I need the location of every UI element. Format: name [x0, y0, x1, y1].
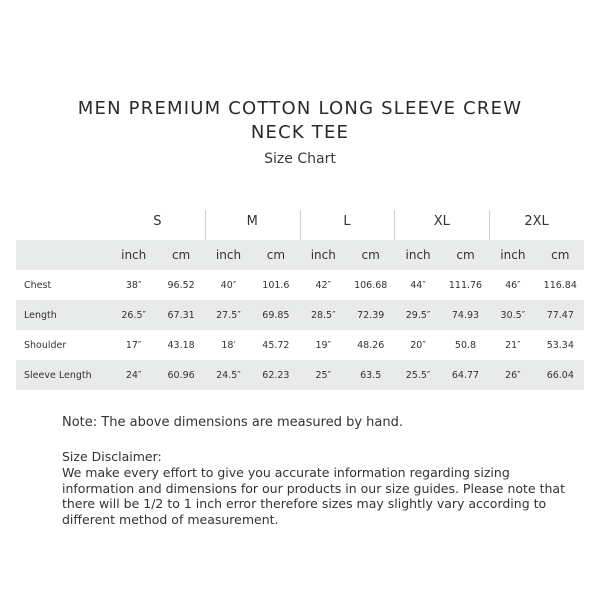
size-disclaimer [62, 449, 565, 528]
table-cell: 53.34 [546, 339, 574, 351]
table-cell: 72.39 [357, 309, 385, 321]
table-cell: 63.5 [360, 369, 382, 381]
unit-label: cm [456, 248, 475, 262]
table-cell: 38″ [125, 279, 142, 291]
size-label: M [246, 213, 258, 229]
table-cell: 25″ [315, 369, 332, 381]
table-cell: 74.93 [451, 309, 480, 321]
table-cell: 30.5″ [500, 309, 526, 321]
size-chart-table [16, 240, 584, 390]
title-line-2: NECK TEE [250, 122, 350, 143]
table-cell: 77.47 [546, 309, 574, 321]
size-label: L [343, 213, 351, 229]
table-cell: 18′ [221, 339, 236, 351]
size-divider [394, 210, 395, 240]
table-cell: 46″ [505, 279, 521, 291]
table-cell: 24″ [125, 369, 142, 381]
page-title [40, 97, 560, 145]
table-cell: 17″ [125, 339, 142, 351]
unit-label: inch [405, 248, 431, 262]
table-cell: 40″ [220, 279, 237, 291]
table-cell: 24.5″ [216, 369, 241, 381]
disclaimer-line: We make every effort to give you accurate information regarding sizing [62, 464, 510, 480]
table-cell: 28.5″ [310, 309, 336, 321]
disclaimer-line: there will be 1/2 to 1 inch error therefore sizes may slightly vary according to [62, 496, 547, 512]
table-cell: 50.8 [454, 339, 477, 351]
disclaimer-heading: Size Disclaimer: [62, 449, 162, 464]
table-cell: 19″ [315, 339, 332, 351]
table-cell: 66.04 [546, 369, 574, 381]
table-cell: 42″ [315, 279, 332, 291]
table-row [16, 300, 584, 330]
table-cell: 29.5″ [405, 309, 431, 321]
table-cell: 96.52 [167, 279, 195, 291]
table-cell: 26″ [505, 369, 521, 381]
table-cell: 69.85 [262, 309, 290, 321]
table-cell: 43.18 [167, 339, 195, 351]
table-row [16, 270, 584, 300]
units-row [16, 240, 584, 270]
size-label: S [153, 213, 162, 229]
table-cell: 62.23 [262, 369, 290, 381]
unit-label: inch [310, 248, 336, 262]
unit-label: cm [361, 248, 380, 262]
table-row [16, 360, 584, 390]
unit-label: cm [171, 248, 191, 262]
unit-label: cm [551, 248, 570, 262]
table-cell: 20″ [410, 339, 426, 351]
table-cell: 60.96 [167, 369, 195, 381]
row-label: Shoulder [24, 339, 67, 351]
table-cell: 111.76 [448, 279, 483, 291]
table-cell: 25.5″ [405, 369, 431, 381]
disclaimer-line: different method of measurement. [62, 512, 279, 528]
table-cell: 21″ [505, 339, 521, 351]
table-cell: 64.77 [451, 369, 480, 381]
table-cell: 106.68 [354, 279, 388, 291]
unit-label: inch [215, 248, 242, 262]
table-cell: 44″ [410, 279, 426, 291]
disclaimer-line: information and dimensions for our products in our size guides. Please note that [62, 480, 565, 496]
table-cell: 116.84 [543, 279, 577, 291]
size-chart-subtitle: Size Chart [264, 151, 336, 167]
size-divider [300, 210, 301, 240]
table-cell: 27.5″ [216, 309, 241, 321]
unit-label: cm [266, 248, 286, 262]
table-cell: 67.31 [167, 309, 195, 321]
size-header-row [110, 206, 584, 236]
size-divider [205, 210, 206, 240]
unit-label: inch [121, 248, 147, 262]
title-line-1: MEN PREMIUM COTTON LONG SLEEVE CREW [77, 98, 523, 119]
table-cell: 45.72 [262, 339, 290, 351]
unit-label: inch [500, 248, 526, 262]
size-label: 2XL [524, 213, 549, 229]
row-label: Chest [24, 279, 52, 291]
row-label: Length [24, 309, 57, 321]
row-label: Sleeve Length [24, 369, 92, 381]
size-label: XL [433, 213, 450, 229]
measurement-note: Note: The above dimensions are measured by hand. [62, 415, 403, 430]
table-cell: 26.5″ [121, 309, 147, 321]
table-row [16, 330, 584, 360]
table-cell: 101.6 [262, 279, 290, 291]
size-divider [489, 210, 490, 240]
table-cell: 48.26 [357, 339, 385, 351]
